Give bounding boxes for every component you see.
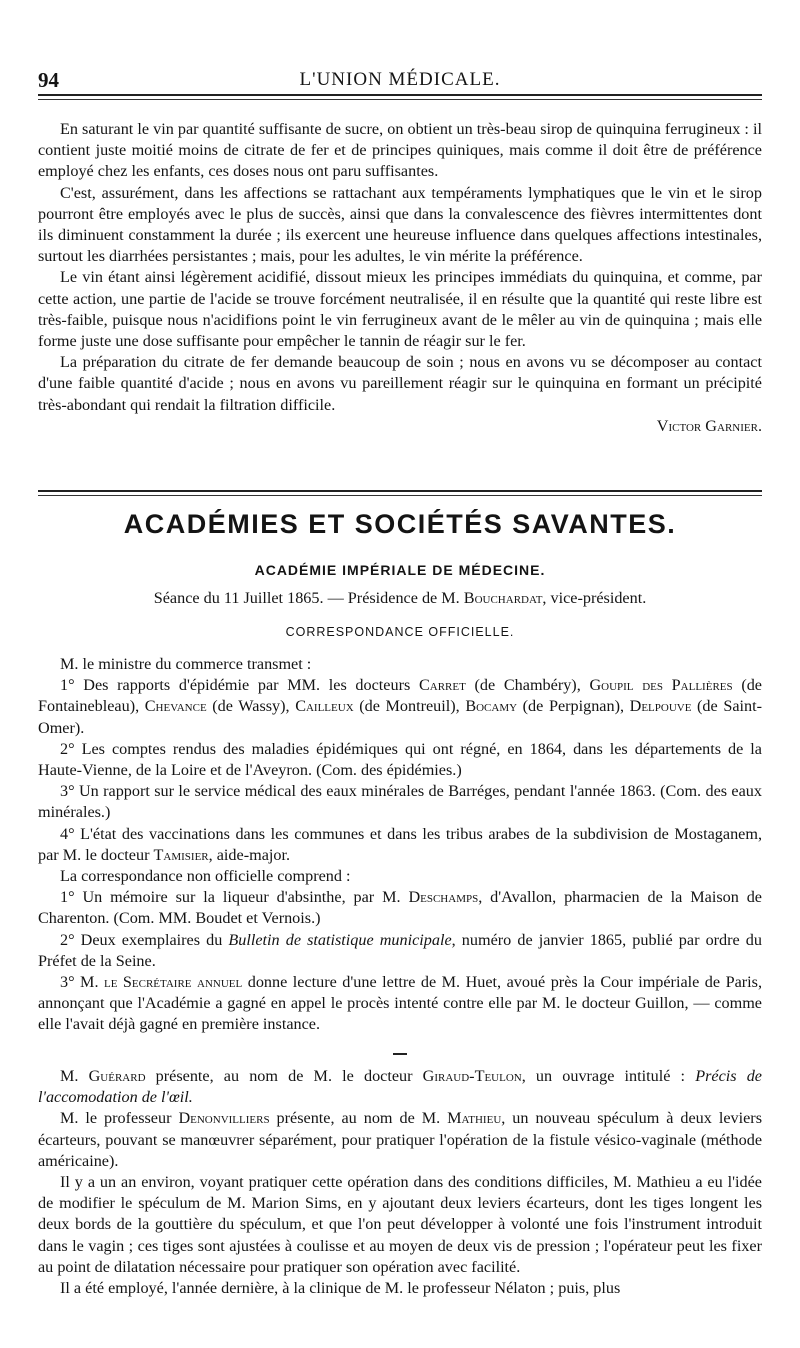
separator-dash [393,1053,407,1055]
presentation-denonvilliers: M. le professeur Denonvilliers présente, au nom de M. Mathieu, un nouveau spéculum à deux leviers écarteurs, pouvant se manœuvrer séparément, pour pratiquer l'opération de la fistule vésico-vaginale (méthode américaine). [38,1109,762,1170]
official-intro: M. le ministre du commerce transmet : [60,655,312,673]
section-title: ACADÉMIES ET SOCIÉTÉS SAVANTES. [123,509,677,539]
official-item-2: 2° Les comptes rendus des maladies épidémiques qui ont régné, en 1864, dans les départements de la Haute-Vienne, de la Loire et de l'Aveyron. (Com. des épidémies.) [38,739,762,780]
paragraph-speculum: Il y a un an environ, voyant pratiquer cette opération dans des conditions difficiles, M. Mathieu a eu l'idée de modifier le spéculum de M. Marion Sims, en y ajoutant deux leviers écarteurs, dont les tiges longent les deux bords de la gouttière du spéculum, et que l'on peut développer à volonté une fois l'instrument introduit dans le vagin ; ces tiges sont ajustées à coulisse et au moyen de deux vis de pression ; l'opérateur peut les fixer au point de dilatation nécessaire pour pratiquer son opération avec facilité. [38,1173,762,1276]
presentations [38,1066,762,1299]
paragraph-citrate: La préparation du citrate de fer demande beaucoup de soin ; nous en avons vu se décomposer au contact d'une faible quantité d'acide ; nous en avons vu pareillement réagir sur le quinquina en formant un précipité très-abondant qui rendait la filtration difficile. [38,353,762,414]
section-rule-bottom [38,495,762,496]
header-rule-top [38,94,762,96]
academy-title: ACADÉMIE IMPÉRIALE DE MÉDECINE. [254,562,546,578]
paragraph-sirop: En saturant le vin par quantité suffisante de sucre, on obtient un très-beau sirop de quinquina ferrugineux : il contient juste moitié moins de citrate de fer et de principes quiniques, mais comme il doit être de préférence employé chez les enfants, ces doses nous ont paru suffisantes. [38,120,762,181]
article-continuation [38,119,762,437]
unofficial-intro: La correspondance non officielle comprend : [60,867,351,886]
official-item-3: 3° Un rapport sur le service médical des eaux minérales de Barréges, pendant l'année 1863. (Com. des eaux minérales.) [38,782,762,822]
running-head [38,68,762,94]
section-rule-top [38,490,762,492]
unofficial-item-2: 2° Deux exemplaires du Bulletin de statistique municipale, numéro de janvier 1865, publié par ordre du Préfet de la Seine. [38,930,762,970]
correspondance-title: CORRESPONDANCE OFFICIELLE. [285,625,515,639]
unofficial-item-1: 1° Un mémoire sur la liqueur d'absinthe, par M. Deschamps, d'Avallon, pharmacien de la Maison de Charenton. (Com. MM. Boudet et Vernois.) [38,888,762,928]
page-number: 94 [38,68,59,92]
header-rule-bottom [38,99,762,100]
official-correspondance [38,654,762,1036]
official-item-1: 1° Des rapports d'épidémie par MM. les docteurs Carret (de Chambéry), Goupil des Pallières (de Fontainebleau), Chevance (de Wassy), Cailleux (de Montreuil), Bocamy (de Perpignan), Delpouve (de Saint-Omer). [38,676,762,737]
presentation-guerard: M. Guérard présente, au nom de M. le docteur Giraud-Teulon, un ouvrage intitulé : Précis de l'accomodation de l'œil. [38,1067,762,1107]
official-item-4: 4° L'état des vaccinations dans les communes et dans les tribus arabes de la subdivision de Mostaganem, par M. le docteur Tamisier, aide-major. [38,824,762,864]
paragraph-acidification: Le vin étant ainsi légèrement acidifié, dissout mieux les principes immédiats du quinquina, et comme, par cette action, une partie de l'acide se trouve forcément neutralisée, il en résulte que la quantité qui reste libre est très-faible, puisque nous n'acidifions point le vin ferrugineux avant de le mêler au vin de quinquina ; mais elle forme juste une dose suffisante pour empêcher le tannin de réagir sur le fer. [38,268,762,351]
journal-title: L'UNION MÉDICALE. [299,69,501,90]
paragraph-temperaments: C'est, assurément, dans les affections se rattachant aux tempéraments lymphatiques que le vin et le sirop pourront être employés avec le plus de succès, ainsi que dans la convalescence des fièvres intermittentes dont ils diminuent constamment la durée ; ils exercent une heureuse influence dans quelques affections intestinales, surtout les diarrhées persistantes ; mais, pour les adultes, le vin mérite la préférence. [38,183,762,266]
session-line: Séance du 11 Juillet 1865. — Présidence de M. Bouchardat, vice-président. [153,589,647,607]
author-signature: Victor Garnier. [656,416,762,435]
paragraph-nelaton: Il a été employé, l'année dernière, à la clinique de M. le professeur Nélaton ; puis, plus [60,1279,621,1298]
unofficial-item-3: 3° M. le Secrétaire annuel donne lecture d'une lettre de M. Huet, avoué près la Cour impériale de Paris, annonçant que l'Académie a gagné en appel le procès intenté contre elle par M. le docteur Guillon, — comme elle l'avait déjà gagné en première instance. [38,973,762,1034]
